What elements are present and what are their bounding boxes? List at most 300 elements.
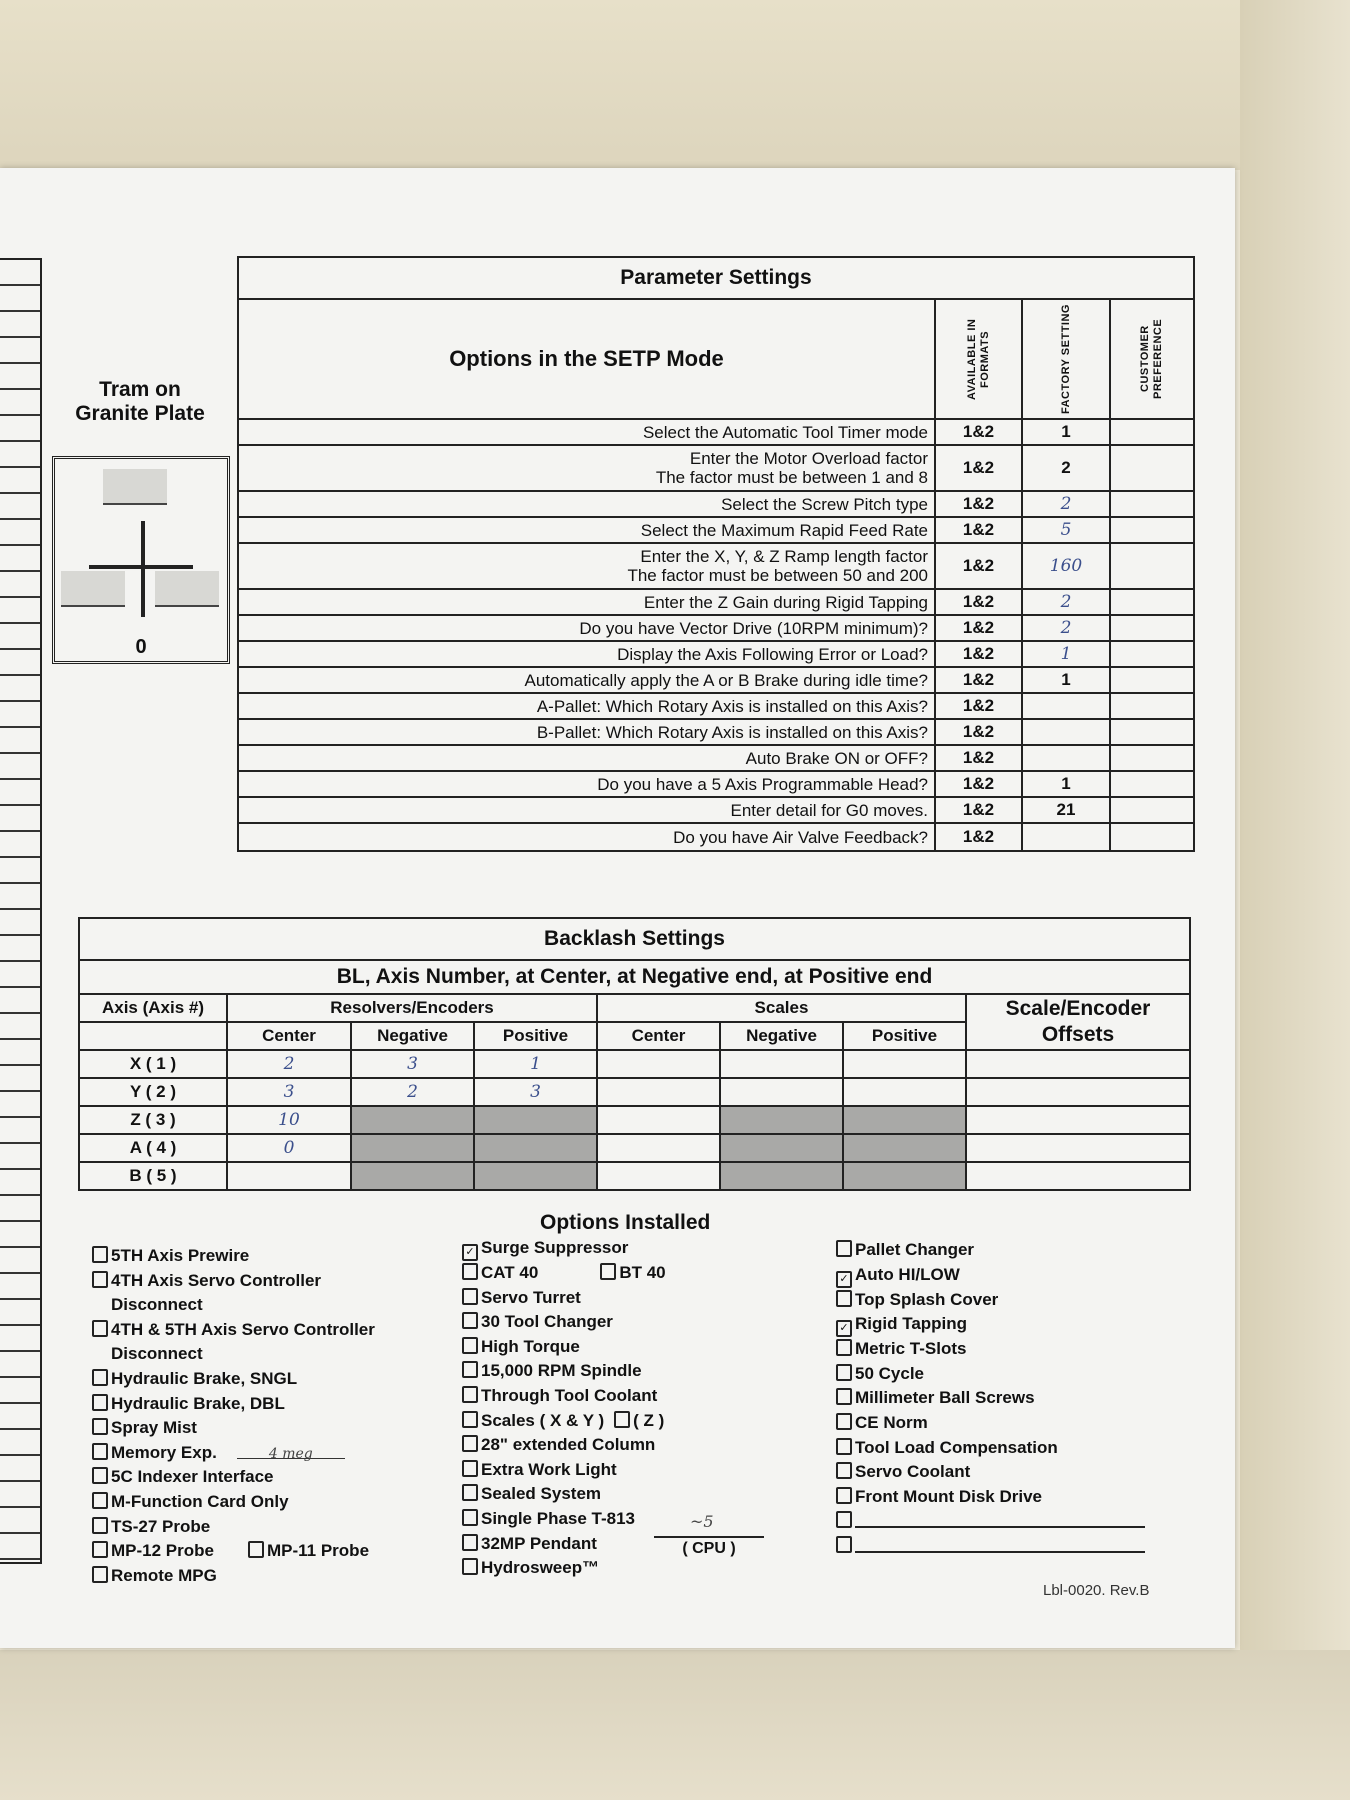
parameter-question — [238, 445, 935, 491]
option-label: Front Mount Disk Drive — [855, 1486, 1043, 1506]
scale-positive-value — [843, 1078, 966, 1106]
parameter-question-line2: The factor must be between 1 and 8 — [655, 468, 928, 487]
parameter-question — [238, 641, 935, 667]
offset-value — [966, 1162, 1190, 1190]
factory-setting: 21 — [1022, 797, 1110, 823]
handwritten-value: 3 — [407, 1054, 418, 1074]
option-label: 4TH & 5TH Axis Servo Controller — [111, 1319, 375, 1339]
option-item — [462, 1556, 666, 1581]
option-item — [462, 1458, 666, 1483]
parameter-row — [238, 491, 1194, 517]
parameter-question-line1: Select the Automatic Tool Timer mode — [642, 422, 928, 442]
available-formats: 1&2 — [935, 615, 1022, 641]
factory-setting — [1022, 543, 1110, 589]
checkbox[interactable] — [836, 1511, 852, 1528]
parameter-row — [238, 693, 1194, 719]
res-positive-value — [474, 1050, 597, 1078]
options-column-3 — [836, 1238, 1145, 1559]
parameter-row — [238, 589, 1194, 615]
option-label: Surge Suppressor — [481, 1238, 629, 1257]
resolvers-header: Resolvers/Encoders — [227, 994, 597, 1022]
option-item — [92, 1465, 375, 1490]
parameter-row — [238, 419, 1194, 445]
option-label: Servo Turret — [481, 1287, 581, 1307]
option-item — [92, 1342, 375, 1367]
option-item — [836, 1312, 1145, 1337]
parameter-row — [238, 641, 1194, 667]
factory-header-text: FACTORY SETTING — [1059, 304, 1072, 414]
setp-mode-header: Options in the SETP Mode — [238, 299, 935, 419]
parameter-settings-title: Parameter Settings — [238, 257, 1194, 299]
parameter-question-line1: Select the Maximum Rapid Feed Rate — [640, 520, 928, 540]
checkbox[interactable] — [462, 1386, 478, 1403]
res-negative-value — [351, 1162, 474, 1190]
option-item — [92, 1490, 375, 1515]
checkbox[interactable] — [462, 1288, 478, 1305]
option-item — [92, 1416, 375, 1441]
blank-option — [836, 1509, 1145, 1534]
checkbox[interactable] — [836, 1364, 852, 1381]
checkbox[interactable]: ✓ — [462, 1244, 478, 1261]
parameter-question-line2: The factor must be between 50 and 200 — [627, 566, 928, 585]
parameter-settings-table — [237, 256, 1195, 852]
backlash-row — [79, 1106, 1190, 1134]
crosshair-horizontal — [89, 565, 193, 569]
available-formats: 1&2 — [935, 543, 1022, 589]
tram-title-line1: Tram on — [99, 378, 181, 401]
parameter-row — [238, 745, 1194, 771]
scale-positive-value — [843, 1050, 966, 1078]
cpu-label: ( CPU ) — [654, 1536, 764, 1558]
factory-setting: 2 — [1022, 445, 1110, 491]
tram-slot-left — [61, 571, 125, 607]
checkbox[interactable] — [92, 1271, 108, 1288]
blank-line — [855, 1512, 1145, 1528]
factory-setting — [1022, 693, 1110, 719]
parameter-question — [238, 517, 935, 543]
customer-preference — [1110, 641, 1194, 667]
option-label: Rigid Tapping — [855, 1314, 968, 1334]
option-label: 15,000 RPM Spindle — [481, 1361, 642, 1381]
checkbox[interactable] — [836, 1290, 852, 1307]
option-item — [836, 1411, 1145, 1436]
factory-setting — [1022, 719, 1110, 745]
option-item — [462, 1335, 666, 1360]
option-item — [836, 1238, 1145, 1263]
available-formats: 1&2 — [935, 745, 1022, 771]
checkbox[interactable] — [462, 1435, 478, 1452]
offset-value — [966, 1106, 1190, 1134]
parameter-question-line1: Do you have a 5 Axis Programmable Head? — [597, 774, 928, 794]
checkbox[interactable] — [248, 1541, 264, 1558]
checkbox[interactable] — [92, 1566, 108, 1583]
options-column-2 — [462, 1236, 666, 1581]
backlash-settings-table — [78, 917, 1191, 1191]
scales-z-option — [614, 1411, 664, 1430]
customer-preference — [1110, 667, 1194, 693]
tram-title-line2: Granite Plate — [75, 402, 205, 425]
blank-option — [836, 1534, 1145, 1559]
res-center-value — [227, 1078, 351, 1106]
option-item — [836, 1288, 1145, 1313]
option-label: BT 40 — [619, 1263, 666, 1282]
checkbox[interactable] — [92, 1541, 108, 1558]
customer-header-text: CUSTOMER PREFERENCE — [1139, 318, 1164, 400]
axis-label: X ( 1 ) — [79, 1050, 227, 1078]
checkbox[interactable] — [462, 1411, 478, 1428]
factory-setting — [1022, 615, 1110, 641]
option-item — [462, 1236, 666, 1261]
option-label: Hydrosweep™ — [481, 1558, 600, 1578]
scale-positive-value — [843, 1106, 966, 1134]
option-label: 32MP Pendant — [481, 1533, 597, 1553]
scale-positive-header: Positive — [843, 1022, 966, 1050]
customer-preference — [1110, 693, 1194, 719]
handwritten-value: 2 — [1060, 618, 1072, 638]
backlash-subtitle: BL, Axis Number, at Center, at Negative end, at Positive end — [79, 960, 1190, 994]
available-formats: 1&2 — [935, 445, 1022, 491]
available-header — [935, 299, 1022, 419]
factory-setting — [1022, 517, 1110, 543]
available-header-text: AVAILABLE IN FORMATS — [965, 318, 991, 400]
checkbox[interactable] — [462, 1558, 478, 1575]
axis-header: Axis (Axis #) — [79, 994, 227, 1022]
available-formats: 1&2 — [935, 719, 1022, 745]
option-label: 5C Indexer Interface — [111, 1467, 274, 1487]
checkbox[interactable] — [92, 1517, 108, 1534]
option-label: Remote MPG — [111, 1565, 217, 1585]
tram-zero-label: 0 — [135, 636, 147, 658]
parameter-question-line1: B-Pallet: Which Rotary Axis is installed on this Axis? — [536, 722, 928, 742]
parameter-row — [238, 615, 1194, 641]
parameter-row — [238, 719, 1194, 745]
factory-setting — [1022, 641, 1110, 667]
option-item — [92, 1367, 375, 1392]
option-item — [836, 1362, 1145, 1387]
offset-value — [966, 1078, 1190, 1106]
parameter-question — [238, 745, 935, 771]
checkbox[interactable] — [836, 1438, 852, 1455]
parameter-question — [238, 491, 935, 517]
customer-preference — [1110, 543, 1194, 589]
customer-preference — [1110, 797, 1194, 823]
option-label: Pallet Changer — [855, 1240, 975, 1259]
handwritten-value: 2 — [283, 1054, 295, 1074]
customer-preference — [1110, 615, 1194, 641]
revision-label: Lbl-0020. Rev.B — [1043, 1582, 1150, 1599]
parameter-row — [238, 771, 1194, 797]
parameter-row — [238, 543, 1194, 589]
customer-header — [1110, 299, 1194, 419]
option-item — [462, 1310, 666, 1335]
backlash-row — [79, 1134, 1190, 1162]
tram-diagram — [52, 456, 230, 664]
handwritten-value: 0 — [283, 1138, 295, 1158]
option-item — [836, 1337, 1145, 1362]
parameter-question-line1: Auto Brake ON or OFF? — [745, 748, 928, 768]
option-item — [462, 1433, 666, 1458]
checkbox[interactable] — [836, 1339, 852, 1356]
option-label: Scales ( X & Y ) — [481, 1410, 605, 1430]
scale-encoder-offsets-header — [966, 994, 1190, 1050]
offsets-line1: Scale/Encoder — [1005, 997, 1151, 1020]
available-formats: 1&2 — [935, 823, 1022, 851]
offset-value — [966, 1134, 1190, 1162]
parameter-question-line1: Enter the Motor Overload factor — [689, 449, 928, 468]
checkbox[interactable] — [92, 1246, 108, 1263]
option-item — [836, 1485, 1145, 1510]
option-label: Tool Load Compensation — [855, 1437, 1058, 1457]
option-item — [462, 1359, 666, 1384]
checkbox[interactable] — [462, 1361, 478, 1378]
checkbox[interactable] — [462, 1509, 478, 1526]
res-negative-value — [351, 1134, 474, 1162]
factory-setting: 1 — [1022, 667, 1110, 693]
option-item — [462, 1409, 666, 1434]
scale-negative-value — [720, 1078, 843, 1106]
checkbox[interactable]: ✓ — [836, 1271, 852, 1288]
left-lined-panel — [0, 258, 42, 1564]
parameter-row — [238, 667, 1194, 693]
option-label: 28" extended Column — [481, 1435, 656, 1455]
axis-label: A ( 4 ) — [79, 1134, 227, 1162]
option-label: 5TH Axis Prewire — [111, 1246, 250, 1265]
option-label: Disconnect — [111, 1344, 203, 1364]
parameter-question-line1: Enter detail for G0 moves. — [730, 800, 928, 820]
customer-preference — [1110, 719, 1194, 745]
handwritten-value: 1 — [1060, 644, 1072, 664]
scale-center-value — [597, 1162, 720, 1190]
res-center-value — [227, 1162, 351, 1190]
axis-label: Y ( 2 ) — [79, 1078, 227, 1106]
factory-setting: 1 — [1022, 771, 1110, 797]
checkbox[interactable] — [92, 1320, 108, 1337]
parameter-row — [238, 797, 1194, 823]
option-item — [92, 1293, 375, 1318]
parameter-question-line1: A-Pallet: Which Rotary Axis is installed on this Axis? — [536, 696, 928, 716]
factory-setting — [1022, 589, 1110, 615]
checkbox[interactable] — [462, 1484, 478, 1501]
tram-slot-top — [103, 469, 167, 505]
bt40-option — [600, 1263, 665, 1282]
available-formats: 1&2 — [935, 667, 1022, 693]
handwritten-value: 3 — [283, 1082, 295, 1102]
res-positive-value — [474, 1106, 597, 1134]
parameter-question — [238, 419, 935, 445]
handwritten-value: 5 — [1060, 520, 1072, 540]
parameter-question — [238, 797, 935, 823]
background-wall — [1240, 0, 1350, 1800]
checkbox[interactable] — [836, 1388, 852, 1405]
option-label: CAT 40 — [481, 1263, 539, 1282]
checkbox[interactable] — [92, 1418, 108, 1435]
option-item — [462, 1532, 666, 1557]
background-top — [0, 0, 1350, 170]
scale-center-header: Center — [597, 1022, 720, 1050]
option-label: TS-27 Probe — [111, 1516, 211, 1536]
factory-header — [1022, 299, 1110, 419]
checkbox[interactable] — [600, 1263, 616, 1280]
available-formats: 1&2 — [935, 589, 1022, 615]
checkbox[interactable] — [92, 1492, 108, 1509]
option-item — [92, 1539, 375, 1564]
handwritten-value: 2 — [407, 1082, 418, 1102]
customer-preference — [1110, 445, 1194, 491]
checkbox[interactable] — [462, 1337, 478, 1354]
option-item — [92, 1392, 375, 1417]
backlash-title: Backlash Settings — [79, 918, 1190, 960]
parameter-question — [238, 543, 935, 589]
handwritten-value: 160 — [1049, 556, 1083, 576]
checkbox[interactable]: ✓ — [836, 1320, 852, 1337]
option-label: CE Norm — [855, 1412, 928, 1432]
customer-preference — [1110, 491, 1194, 517]
res-positive-value — [474, 1078, 597, 1106]
factory-setting — [1022, 491, 1110, 517]
checkbox[interactable] — [92, 1443, 108, 1460]
crosshair-vertical — [141, 521, 145, 617]
checkbox[interactable] — [836, 1462, 852, 1479]
scale-positive-value — [843, 1134, 966, 1162]
scale-negative-value — [720, 1134, 843, 1162]
option-item — [836, 1460, 1145, 1485]
customer-preference — [1110, 745, 1194, 771]
checkbox[interactable] — [836, 1487, 852, 1504]
res-positive-value — [474, 1162, 597, 1190]
scale-center-value — [597, 1050, 720, 1078]
available-formats: 1&2 — [935, 641, 1022, 667]
option-label: Top Splash Cover — [855, 1289, 999, 1309]
scale-center-value — [597, 1134, 720, 1162]
parameter-question-line1: Select the Screw Pitch type — [721, 494, 928, 514]
option-label: High Torque — [481, 1336, 580, 1356]
scale-negative-value — [720, 1162, 843, 1190]
option-label: M-Function Card Only — [111, 1491, 289, 1511]
option-label: Millimeter Ball Screws — [855, 1388, 1035, 1408]
option-label: Hydraulic Brake, SNGL — [111, 1368, 298, 1388]
offsets-line2: Offsets — [1041, 1023, 1115, 1046]
customer-preference — [1110, 771, 1194, 797]
checkbox[interactable] — [614, 1411, 630, 1428]
res-negative-value — [351, 1050, 474, 1078]
handwritten-value: 2 — [1060, 494, 1072, 514]
axis-blank — [79, 1022, 227, 1050]
available-formats: 1&2 — [935, 797, 1022, 823]
option-item — [462, 1261, 666, 1286]
option-item — [462, 1384, 666, 1409]
option-label: MP-11 Probe — [266, 1541, 370, 1561]
available-formats: 1&2 — [935, 771, 1022, 797]
option-label: Sealed System — [481, 1484, 602, 1504]
parameter-question — [238, 719, 935, 745]
option-item — [462, 1507, 666, 1532]
option-label: MP-12 Probe — [111, 1541, 214, 1561]
parameter-question-line1: Do you have Vector Drive (10RPM minimum)? — [579, 618, 928, 638]
parameter-question — [238, 667, 935, 693]
parameter-question — [238, 615, 935, 641]
checkbox[interactable] — [462, 1312, 478, 1329]
res-center-header: Center — [227, 1022, 351, 1050]
res-center-value — [227, 1134, 351, 1162]
available-formats: 1&2 — [935, 517, 1022, 543]
option-label: Spray Mist — [111, 1418, 197, 1438]
checkbox[interactable] — [92, 1467, 108, 1484]
checkbox[interactable] — [92, 1394, 108, 1411]
res-center-value — [227, 1050, 351, 1078]
scale-positive-value — [843, 1162, 966, 1190]
handwritten-value: 3 — [530, 1082, 541, 1102]
parameter-question — [238, 771, 935, 797]
parameter-question-line1: Automatically apply the A or B Brake during idle time? — [524, 670, 928, 690]
option-label: ( Z ) — [633, 1410, 665, 1430]
res-center-value — [227, 1106, 351, 1134]
handwritten-value: 10 — [278, 1110, 300, 1130]
res-positive-value — [474, 1134, 597, 1162]
option-label: Servo Coolant — [855, 1462, 971, 1482]
checkbox[interactable] — [462, 1263, 478, 1280]
available-formats: 1&2 — [935, 419, 1022, 445]
parameter-question-line1: Display the Axis Following Error or Load? — [617, 644, 928, 664]
scale-center-value — [597, 1078, 720, 1106]
tram-title — [50, 378, 230, 426]
offset-value — [966, 1050, 1190, 1078]
checkbox[interactable] — [836, 1413, 852, 1430]
parameter-question-line1: Enter the X, Y, & Z Ramp length factor — [640, 547, 928, 566]
option-item — [92, 1564, 375, 1589]
handwritten-value: 2 — [1060, 592, 1072, 612]
option-label: Disconnect — [111, 1295, 203, 1315]
option-item — [92, 1244, 375, 1269]
checkbox[interactable] — [836, 1240, 852, 1257]
option-label: Hydraulic Brake, DBL — [111, 1393, 285, 1413]
checkbox[interactable] — [836, 1536, 852, 1553]
background-bottom — [0, 1650, 1350, 1800]
checkbox[interactable] — [92, 1369, 108, 1386]
available-formats: 1&2 — [935, 491, 1022, 517]
option-item — [462, 1482, 666, 1507]
backlash-row — [79, 1050, 1190, 1078]
scale-negative-value — [720, 1106, 843, 1134]
res-positive-header: Positive — [474, 1022, 597, 1050]
scales-header: Scales — [597, 994, 966, 1022]
customer-preference — [1110, 823, 1194, 851]
checkbox[interactable] — [462, 1460, 478, 1477]
checkbox[interactable] — [462, 1534, 478, 1551]
cpu-handwritten: ~5 — [690, 1512, 714, 1531]
factory-setting: 1 — [1022, 419, 1110, 445]
options-installed-title: Options Installed — [540, 1211, 711, 1234]
options-column-1 — [92, 1244, 375, 1588]
option-item — [462, 1286, 666, 1311]
res-negative-value — [351, 1106, 474, 1134]
parameter-question — [238, 589, 935, 615]
scale-negative-value — [720, 1050, 843, 1078]
parameter-row — [238, 823, 1194, 851]
axis-label: Z ( 3 ) — [79, 1106, 227, 1134]
option-label: Through Tool Coolant — [481, 1385, 658, 1405]
parameter-question — [238, 693, 935, 719]
tram-slot-right — [155, 571, 219, 607]
factory-setting — [1022, 823, 1110, 851]
scale-negative-header: Negative — [720, 1022, 843, 1050]
memory-handwritten: 4 meg — [237, 1442, 345, 1459]
scale-center-value — [597, 1106, 720, 1134]
handwritten-value: 1 — [530, 1054, 541, 1074]
res-negative-header: Negative — [351, 1022, 474, 1050]
option-item — [836, 1436, 1145, 1461]
mp11-option — [248, 1541, 369, 1560]
option-label: 4TH Axis Servo Controller — [111, 1270, 322, 1290]
